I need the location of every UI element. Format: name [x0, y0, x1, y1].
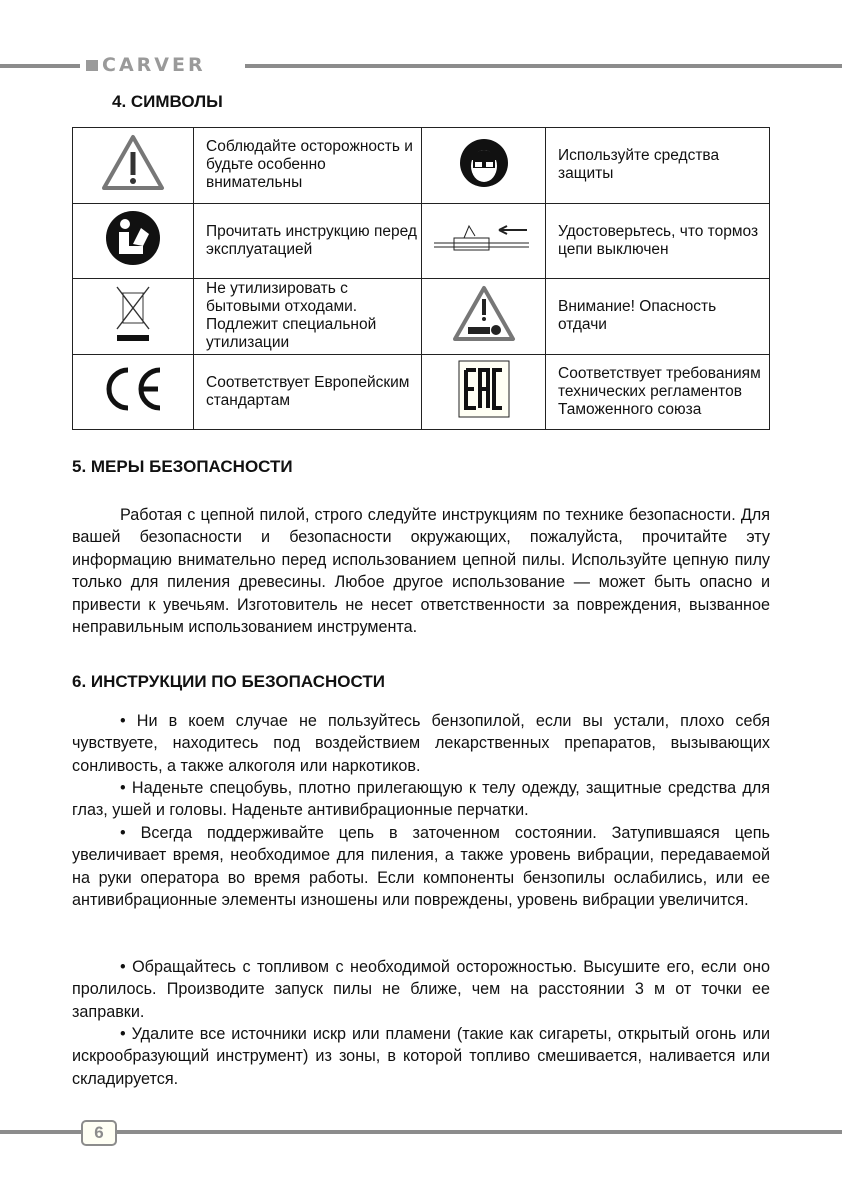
symbol-text: Соответствует Европейским стандартам	[194, 354, 422, 430]
eac-mark-icon	[422, 354, 546, 430]
kickback-warning-icon	[422, 279, 546, 355]
chain-brake-icon	[422, 203, 546, 279]
symbol-text: Внимание! Опасность отдачи	[546, 279, 770, 355]
symbols-table	[72, 127, 770, 430]
section-title: 6. ИНСТРУКЦИИ ПО БЕЗОПАСНОСТИ	[72, 672, 385, 691]
symbol-text: Не утилизировать с бытовыми отходами. Подлежит специальной утилизации	[194, 279, 422, 355]
list-item: • Ни в коем случае не пользуйтесь бензопилой, если вы устали, плохо себя чувствуете, находитесь под воздействием лекарственных препаратов, вызывающих сонливость, а также алкоголя или наркотиков.	[72, 712, 770, 775]
list-item: • Всегда поддерживайте цепь в заточенном состоянии. Затупившаяся цепь увеличивает время, необходимое для пиления, а также уровень вибрации, передаваемой на руки оператора во время работы. Если компоненты бензопилы ослабились, или ее антивибрационные элементы изношены или повреждены, уровень вибрации увеличится.	[72, 824, 770, 910]
section-title: 5. МЕРЫ БЕЗОПАСНОСТИ	[72, 457, 293, 476]
brand-logo	[86, 54, 206, 76]
brand-name: CARVER	[102, 54, 206, 76]
read-manual-icon	[73, 203, 194, 279]
protective-gear-icon	[422, 128, 546, 204]
list-item: • Обращайтесь с топливом с необходимой осторожностью. Высушите его, если оно пролилось. Производите запуск пилы не ближе, чем на расстоянии 3 м от точки ее заправки.	[72, 958, 770, 1021]
section-title: 4. СИМВОЛЫ	[112, 92, 223, 111]
page-number: 6	[81, 1120, 117, 1146]
list-item: • Наденьте спецобувь, плотно прилегающую к телу одежду, защитные средства для глаз, ушей и головы. Наденьте антивибрационные перчатки.	[72, 779, 770, 820]
header-rule	[0, 64, 80, 68]
symbol-text: Используйте средства защиты	[546, 128, 770, 204]
header-rule	[245, 64, 842, 68]
symbol-text: Удостоверьтесь, что тормоз цепи выключен	[546, 203, 770, 279]
footer-rule	[116, 1130, 842, 1134]
paragraph: Работая с цепной пилой, строго следуйте инструкциям по технике безопасности. Для вашей безопасности и безопасности окружающих, пожалуйста, прочитайте эту информацию внимательно перед использованием цепной пилы. Используйте цепную пилу только для пиления древесины. Любое другое использование — может быть опасно и привести к увечьям. Изготовитель не несет ответственности за повреждения, вызванное неправильным использованием инструмента.	[72, 506, 770, 637]
list-item: • Удалите все источники искр или пламени (такие как сигареты, открытый огонь или искрообразующий инструмент) из зоны, в которой топливо смешивается, наливается или складируется.	[72, 1025, 770, 1088]
warning-triangle-icon	[73, 128, 194, 204]
no-household-waste-icon	[73, 279, 194, 355]
ce-mark-icon	[73, 354, 194, 430]
footer-rule	[0, 1130, 82, 1134]
symbol-text: Соответствует требованиям технических регламентов Таможенного союза	[546, 354, 770, 430]
symbol-text: Прочитать инструкцию перед эксплуатацией	[194, 203, 422, 279]
symbol-text: Соблюдайте осторожность и будьте особенно внимательны	[194, 128, 422, 204]
